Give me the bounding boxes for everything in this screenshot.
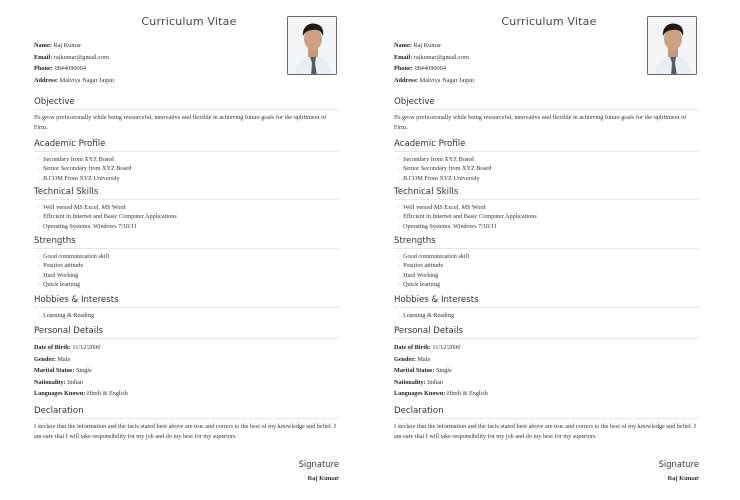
personal-languages: Languages Known: Hindi & English [34, 390, 128, 397]
list-item: · Efficient in Internet and Basic Computer Applications [398, 212, 699, 221]
contact-info [394, 40, 475, 87]
section-technical-skills [394, 187, 699, 231]
list-item: · Secondary from XYZ Board [38, 155, 339, 164]
section-heading: Strengths [394, 236, 699, 249]
profile-photo [647, 16, 697, 75]
contact-info [34, 40, 115, 87]
technical-list [394, 203, 699, 231]
section-objective [34, 97, 339, 132]
personal-dob: Date of Birth: 11/12/2000 [394, 344, 461, 351]
list-item: · Quick learning [38, 280, 339, 289]
personal-nationality: Nationality: Indian [394, 378, 443, 386]
section-personal-details [34, 326, 339, 400]
list-item: · Positive attitude [398, 261, 699, 270]
strengths-list [34, 252, 339, 289]
list-item: · Well versed MS Excel, MS Word [38, 203, 339, 212]
section-technical-skills [34, 187, 339, 231]
list-item: · Operating Systems: Windows 7/10/11 [38, 222, 339, 231]
section-strengths [34, 236, 339, 289]
list-item: · Learning & Reading [398, 311, 699, 320]
signature-name: Raj Kumar [667, 475, 699, 482]
cv-title: Curriculum Vitae [501, 15, 597, 28]
section-academic [394, 139, 699, 183]
signature-name: Raj Kumar [307, 475, 339, 482]
personal-gender: Gender: Male [394, 355, 431, 363]
contact-address: Address: Malviya Nagar Jaipur [394, 77, 475, 85]
personal-dob: Date of Birth: 11/12/2000 [34, 344, 101, 351]
section-heading: Objective [394, 97, 699, 110]
section-strengths [394, 236, 699, 289]
profile-photo [287, 16, 337, 75]
declaration-text: I declare that the information and the facts stated here above are true and correct to the best of my knowledge and belief. I am sure that I will take responsibility for my job and do my best for my superiors. [394, 423, 697, 440]
section-heading: Declaration [394, 406, 699, 419]
hobbies-list [34, 311, 339, 320]
declaration-text: I declare that the information and the facts stated here above are true and correct to the best of my knowledge and belief. I am sure that I will take responsibility for my job and do my best for my superiors. [34, 423, 337, 440]
contact-name: Name: Raj Kumar [34, 42, 82, 49]
list-item: · Operating Systems: Windows 7/10/11 [398, 222, 699, 231]
signature-heading: Signature [298, 459, 339, 469]
objective-text: To grow professionally while being resourceful, innovative and flexible in achieving future goals for the upliftment of Firm. [394, 114, 687, 131]
personal-marital-status: Marital Status: Single [394, 367, 452, 374]
personal-nationality: Nationality: Indian [34, 378, 83, 386]
section-academic [34, 139, 339, 183]
contact-address: Address: Malviya Nagar Jaipur [34, 77, 115, 85]
signature-heading: Signature [658, 459, 699, 469]
list-item: · Good communication skill [38, 252, 339, 261]
section-declaration [34, 406, 339, 441]
section-objective [394, 97, 699, 132]
strengths-list [394, 252, 699, 289]
section-heading: Strengths [34, 236, 339, 249]
contact-phone: Phone: 0844090004 [34, 65, 86, 73]
contact-email: Email: rajkumar@gmail.com [34, 53, 110, 61]
list-item: · Quick learning [398, 280, 699, 289]
section-heading: Hobbies & Interests [34, 295, 339, 308]
section-hobbies [394, 295, 699, 320]
section-heading: Technical Skills [394, 187, 699, 200]
person-photo-icon [288, 17, 337, 75]
technical-list [34, 203, 339, 231]
section-personal-details [394, 326, 699, 400]
academic-list [394, 155, 699, 183]
list-item: · B.COM From XYZ University [398, 174, 699, 183]
list-item: · Senior Secondary from XYZ Board [38, 164, 339, 173]
list-item: · Hard Working [398, 271, 699, 280]
section-declaration [394, 406, 699, 441]
personal-languages: Languages Known: Hindi & English [394, 390, 488, 397]
list-item: · Positive attitude [38, 261, 339, 270]
list-item: · Hard Working [38, 271, 339, 280]
contact-phone: Phone: 0844090004 [394, 65, 446, 73]
list-item: · Efficient in Internet and Basic Computer Applications [38, 212, 339, 221]
contact-email: Email: rajkumar@gmail.com [394, 53, 470, 61]
objective-text: To grow professionally while being resourceful, innovative and flexible in achieving future goals for the upliftment of Firm. [34, 114, 327, 131]
section-heading: Technical Skills [34, 187, 339, 200]
contact-name: Name: Raj Kumar [394, 42, 442, 49]
list-item: · Secondary from XYZ Board [398, 155, 699, 164]
list-item: · Well versed MS Excel, MS Word [398, 203, 699, 212]
cv-page-right [360, 0, 730, 500]
signature-block [394, 459, 699, 482]
list-item: · B.COM From XYZ University [38, 174, 339, 183]
hobbies-list [394, 311, 699, 320]
list-item: · Learning & Reading [38, 311, 339, 320]
list-item: · Senior Secondary from XYZ Board [398, 164, 699, 173]
academic-list [34, 155, 339, 183]
section-heading: Academic Profile [394, 139, 699, 152]
section-hobbies [34, 295, 339, 320]
person-photo-icon [648, 17, 697, 75]
section-heading: Hobbies & Interests [394, 295, 699, 308]
personal-gender: Gender: Male [34, 355, 71, 363]
section-heading: Declaration [34, 406, 339, 419]
list-item: · Good communication skill [398, 252, 699, 261]
section-heading: Personal Details [34, 326, 339, 339]
section-heading: Personal Details [394, 326, 699, 339]
signature-block [34, 459, 339, 482]
cv-title: Curriculum Vitae [141, 15, 237, 28]
personal-marital-status: Marital Status: Single [34, 367, 92, 374]
section-heading: Academic Profile [34, 139, 339, 152]
section-heading: Objective [34, 97, 339, 110]
